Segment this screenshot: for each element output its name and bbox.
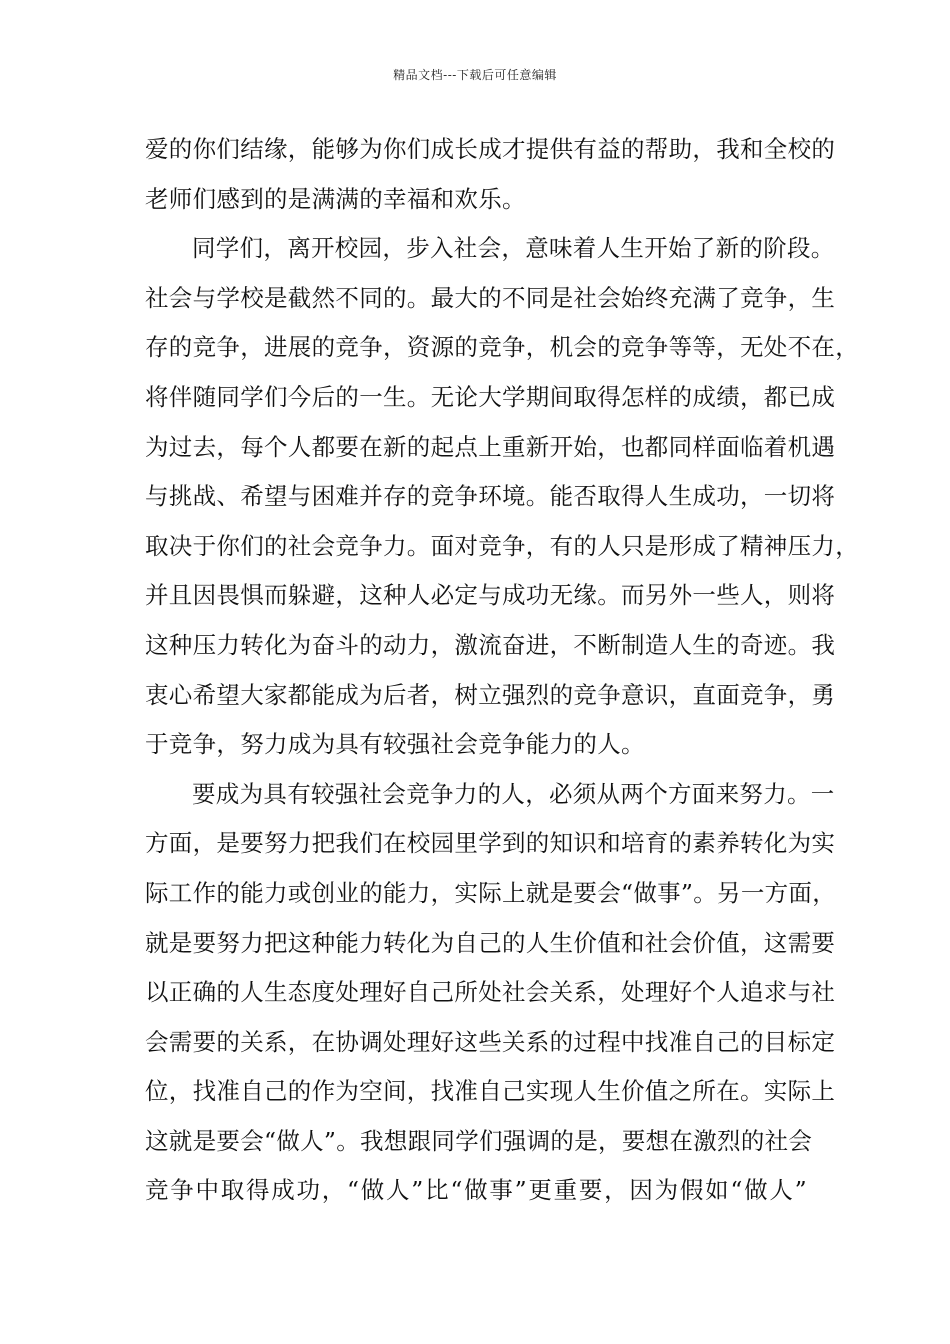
text-line: 际工作的能力或创业的能力，实际上就是要会“做事”。另一方面， — [145, 878, 837, 907]
text-line: 存的竞争，进展的竞争，资源的竞争，机会的竞争等等，无处不在， — [145, 333, 859, 362]
body-text — [145, 125, 859, 1216]
page-header: 精品文档---下载后可任意编辑 — [393, 68, 557, 82]
text-line: 并且因畏惧而躲避，这种人必定与成功无缘。而另外一些人，则将 — [145, 581, 836, 610]
text-line: 这就是要会“做人”。我想跟同学们强调的是，要想在激烈的社会 — [145, 1126, 813, 1155]
text-line: 于竞争，努力成为具有较强社会竞争能力的人。 — [145, 730, 645, 759]
text-line: 这种压力转化为奋斗的动力，激流奋进，不断制造人生的奇迹。我 — [145, 630, 836, 659]
text-line: 方面，是要努力把我们在校园里学到的知识和培育的素养转化为实 — [145, 829, 836, 858]
text-line: 位，找准自己的作为空间，找准自己实现人生价值之所在。实际上 — [145, 1077, 836, 1106]
text-line: 以正确的人生态度处理好自己所处社会关系，处理好个人追求与社 — [145, 978, 836, 1007]
text-line: 老师们感到的是满满的幸福和欢乐。 — [145, 184, 526, 213]
text-line: 同学们，离开校园，步入社会，意味着人生开始了新的阶段。 — [192, 234, 835, 263]
text-line: 爱的你们结缘，能够为你们成长成才提供有益的帮助，我和全校的 — [145, 135, 836, 163]
paragraph — [145, 770, 837, 1216]
paragraph — [145, 125, 836, 224]
text-line: 会需要的关系，在协调处理好这些关系的过程中找准自己的目标定 — [145, 1027, 836, 1056]
text-line: 就是要努力把这种能力转化为自己的人生价值和社会价值，这需要 — [145, 928, 836, 957]
paragraph — [145, 224, 859, 770]
text-line: 为过去，每个人都要在新的起点上重新开始，也都同样面临着机遇 — [145, 432, 836, 461]
text-line: 衷心希望大家都能成为后者，树立强烈的竞争意识，直面竞争，勇 — [145, 680, 836, 709]
text-line: 取决于你们的社会竞争力。面对竞争，有的人只是形成了精神压力， — [145, 531, 859, 560]
text-line: 将伴随同学们今后的一生。无论大学期间取得怎样的成绩，都已成 — [145, 382, 836, 411]
text-line: 与挑战、希望与困难并存的竞争环境。能否取得人生成功，一切将 — [145, 482, 836, 511]
text-line: 社会与学校是截然不同的。最大的不同是社会始终充满了竞争，生 — [145, 283, 836, 312]
text-line: 竞争中取得成功，“做人”比“做事”更重要，因为假如“做人” — [145, 1176, 807, 1205]
text-line: 要成为具有较强社会竞争力的人，必须从两个方面来努力。一 — [192, 779, 835, 808]
